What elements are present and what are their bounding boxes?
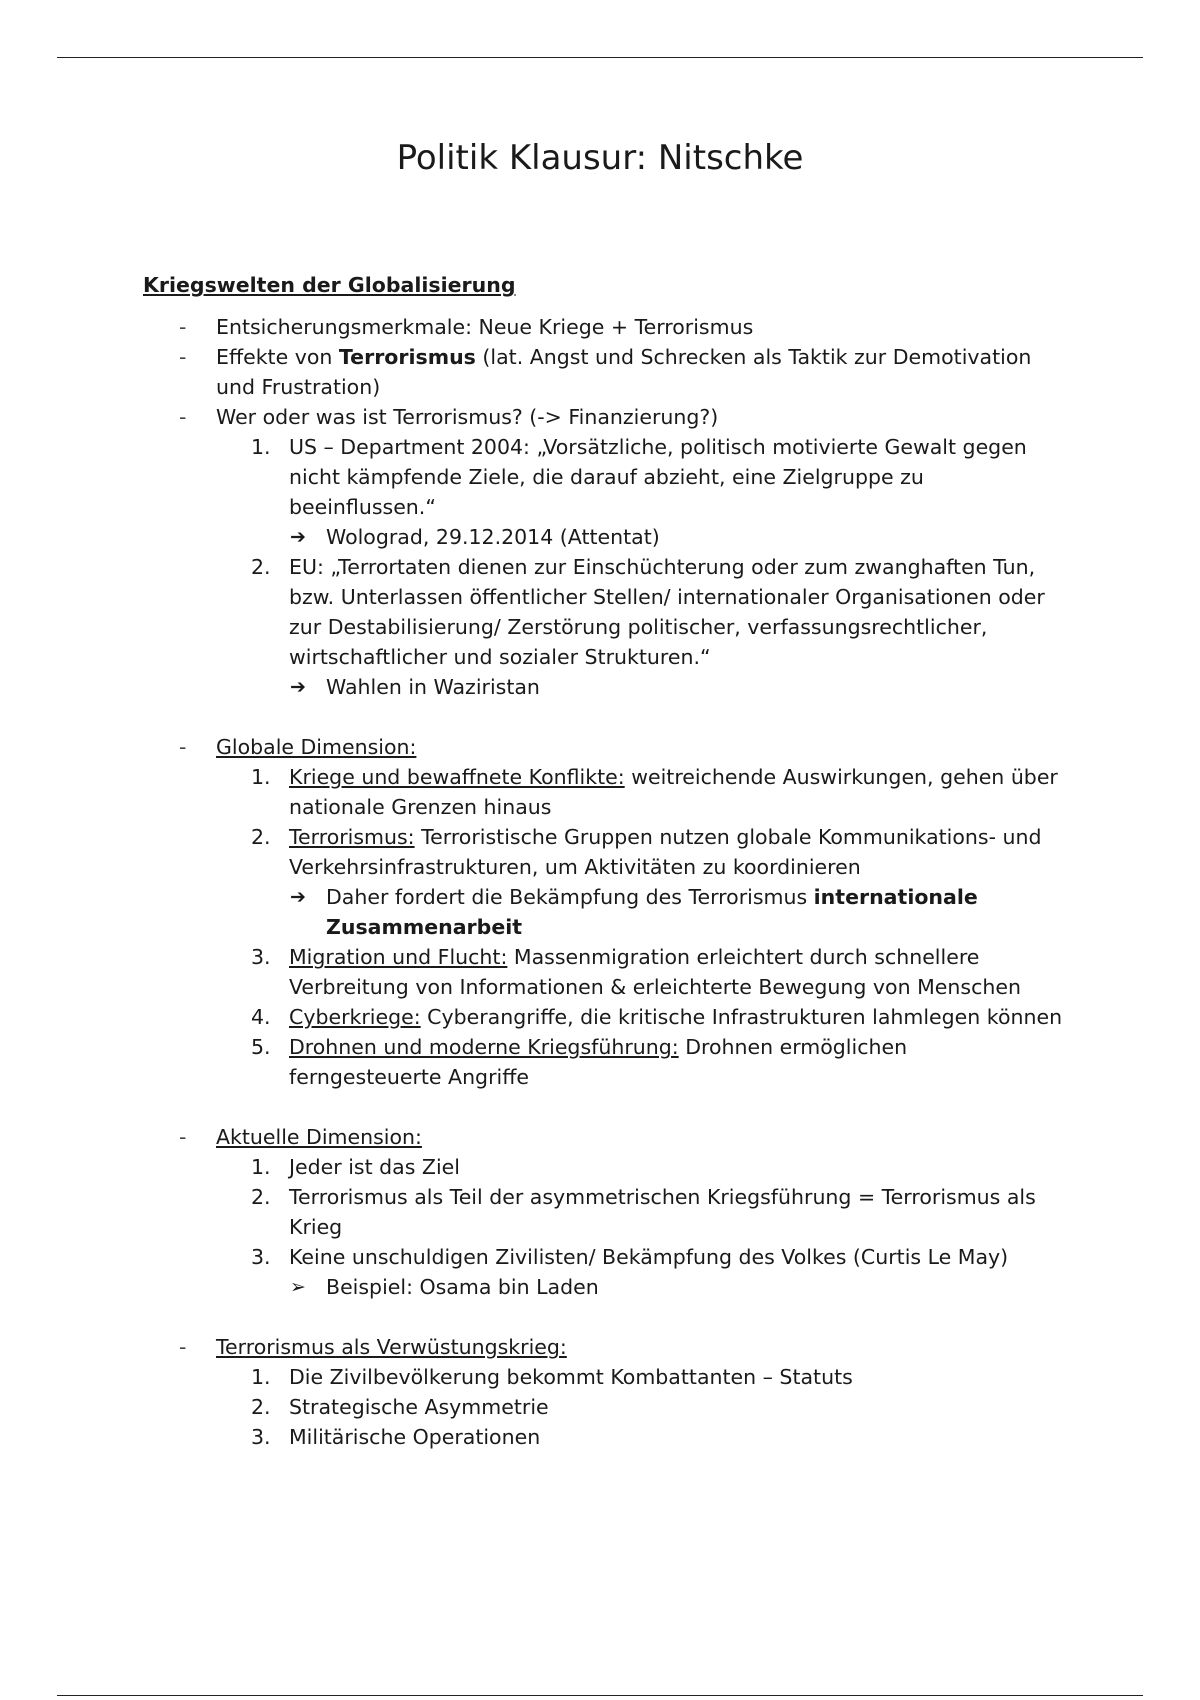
list-item	[251, 1182, 1063, 1242]
arrow-text: Wahlen in Waziristan	[326, 675, 540, 699]
item-label: Migration und Flucht:	[289, 945, 508, 969]
document-body	[143, 270, 1063, 1452]
item-label: Drohnen und moderne Kriegsführung:	[289, 1035, 679, 1059]
page-title: Politik Klausur: Nitschke	[396, 138, 804, 178]
bullet-text: Wer oder was ist Terrorismus? (-> Finanzierung?)	[216, 405, 719, 429]
arrow-item	[290, 522, 1063, 552]
item-text: Die Zivilbevölkerung bekommt Kombattanten – Statuts	[289, 1365, 853, 1389]
item-text: weitreichende Auswirkungen, gehen über nationale Grenzen hinaus	[289, 765, 1058, 819]
list-item	[251, 762, 1063, 822]
item-number: 4.	[251, 1005, 271, 1029]
item-number: 5.	[251, 1035, 271, 1059]
item-label: Terrorismus:	[289, 825, 415, 849]
item-number: 1.	[251, 1155, 271, 1179]
bullet-item	[216, 1122, 1063, 1302]
list-item	[251, 822, 1063, 942]
numbered-list	[216, 1362, 1063, 1452]
top-rule	[57, 57, 1143, 58]
numbered-list	[216, 762, 1063, 1092]
bullet-label: Aktuelle Dimension:	[216, 1125, 422, 1149]
item-number: 2.	[251, 555, 271, 579]
numbered-list	[216, 432, 1063, 702]
item-text: EU: „Terrortaten dienen zur Einschüchterung oder zum zwanghaften Tun, bzw. Unterlassen öffentlicher Stellen/ internationaler Organisationen oder zur Destabilisierung/ Zerstörung politischer, verfassungsrechtlicher, wirtschaftlicher und sozialer Strukturen.“	[289, 555, 1045, 669]
arrow-icon: ➔	[290, 676, 306, 698]
arrow-icon: ➔	[290, 886, 306, 908]
list-item	[251, 1362, 1063, 1392]
list-item	[251, 1422, 1063, 1452]
item-text: Terrorismus als Teil der asymmetrischen Kriegsführung = Terrorismus als Krieg	[289, 1185, 1036, 1239]
bullet-item	[216, 402, 1063, 702]
item-text: Cyberangriffe, die kritische Infrastrukturen lahmlegen können	[420, 1005, 1063, 1029]
item-text: Militärische Operationen	[289, 1425, 541, 1449]
item-number: 3.	[251, 1425, 271, 1449]
item-number: 1.	[251, 765, 271, 789]
bullet-item	[216, 342, 1063, 402]
item-text: Terroristische Gruppen nutzen globale Kommunikations- und Verkehrsinfrastrukturen, um Aktivitäten zu koordinieren	[289, 825, 1042, 879]
bullet-label: Terrorismus als Verwüstungskrieg:	[216, 1335, 567, 1359]
item-number: 2.	[251, 825, 271, 849]
bullet-item	[216, 732, 1063, 1092]
bullet-text: Effekte von	[216, 345, 339, 369]
item-number: 3.	[251, 1245, 271, 1269]
item-text: Massenmigration erleichtert durch schnellere Verbreitung von Informationen & erleichterte Bewegung von Menschen	[289, 945, 1021, 999]
list-item	[251, 1152, 1063, 1182]
bullet-list	[143, 312, 1063, 1452]
arrow-text: Wolograd, 29.12.2014 (Attentat)	[326, 525, 660, 549]
bullet-item	[216, 1332, 1063, 1452]
section-heading: Kriegswelten der Globalisierung	[143, 273, 516, 297]
item-number: 1.	[251, 1365, 271, 1389]
arrow-item	[290, 672, 1063, 702]
item-number: 2.	[251, 1395, 271, 1419]
bullet-label: Globale Dimension:	[216, 735, 417, 759]
bullet-text: (lat. Angst und Schrecken als Taktik zur Demotivation und Frustration)	[216, 345, 1032, 399]
triangle-bullet-icon: ➢	[290, 1276, 306, 1298]
sub-list	[289, 1272, 1063, 1302]
numbered-list	[216, 1152, 1063, 1302]
sub-item-text: Beispiel: Osama bin Laden	[326, 1275, 599, 1299]
bold-term: internationale Zusammenarbeit	[326, 885, 978, 939]
list-item	[251, 552, 1063, 702]
item-number: 1.	[251, 435, 271, 459]
bullet-text: Entsicherungsmerkmale: Neue Kriege + Terrorismus	[216, 315, 754, 339]
item-label: Cyberkriege:	[289, 1005, 421, 1029]
item-text: Keine unschuldigen Zivilisten/ Bekämpfung des Volkes (Curtis Le May)	[289, 1245, 1009, 1269]
list-item	[251, 1392, 1063, 1422]
list-item	[251, 432, 1063, 552]
item-label: Kriege und bewaffnete Konflikte:	[289, 765, 625, 789]
list-item	[251, 1032, 1063, 1092]
arrow-text: Daher fordert die Bekämpfung des Terrorismus	[326, 885, 814, 909]
list-item	[251, 1242, 1063, 1302]
list-item	[251, 1002, 1063, 1032]
item-text: Strategische Asymmetrie	[289, 1395, 549, 1419]
item-text: Drohnen ermöglichen ferngesteuerte Angriffe	[289, 1035, 908, 1089]
arrow-list	[289, 522, 1063, 552]
arrow-list	[289, 882, 1063, 942]
item-number: 3.	[251, 945, 271, 969]
list-item	[251, 942, 1063, 1002]
item-text: Jeder ist das Ziel	[289, 1155, 460, 1179]
arrow-list	[289, 672, 1063, 702]
arrow-icon: ➔	[290, 526, 306, 548]
arrow-item	[290, 882, 1063, 942]
sub-item	[290, 1272, 1063, 1302]
bottom-rule	[57, 1695, 1143, 1696]
bold-term: Terrorismus	[338, 345, 476, 369]
item-text: US – Department 2004: „Vorsätzliche, politisch motivierte Gewalt gegen nicht kämpfende Ziele, die darauf abzieht, eine Zielgruppe zu beeinflussen.“	[289, 435, 1027, 519]
bullet-item	[216, 312, 1063, 342]
item-number: 2.	[251, 1185, 271, 1209]
